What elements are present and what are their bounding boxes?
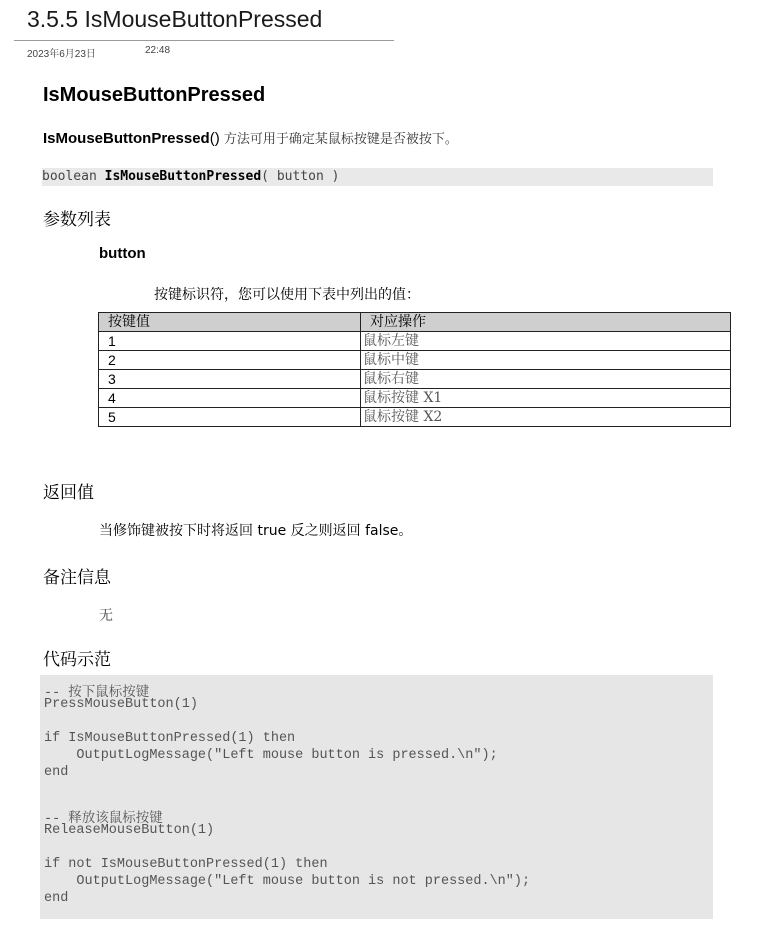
table-header-cell: 按键值: [99, 313, 361, 332]
code-line: if not IsMouseButtonPressed(1) then: [44, 857, 328, 872]
table-cell-value: 4: [99, 389, 361, 408]
title-divider: [14, 40, 394, 41]
function-intro: [43, 128, 458, 147]
code-line: if IsMouseButtonPressed(1) then: [44, 731, 296, 746]
table-cell-action: 鼠标按键 X2: [361, 408, 731, 427]
code-line: end: [44, 765, 69, 780]
section-heading-params: 参数列表: [43, 210, 111, 230]
function-heading: IsMouseButtonPressed: [43, 84, 266, 106]
table-cell-action: 鼠标中键: [361, 351, 731, 370]
table-cell-value: 5: [99, 408, 361, 427]
table-cell-value: 3: [99, 370, 361, 389]
table-cell-value: 1: [99, 332, 361, 351]
note-time: 22:48: [145, 45, 171, 56]
notes-description: 无: [99, 608, 113, 624]
code-line: PressMouseButton(1): [44, 697, 198, 712]
section-heading-example: 代码示范: [43, 650, 111, 670]
table-row: [99, 408, 731, 427]
table-cell-value: 2: [99, 351, 361, 370]
signature-function-name: IsMouseButtonPressed: [104, 169, 262, 184]
code-line: OutputLogMessage("Left mouse button is pressed.\n");: [44, 748, 498, 763]
intro-parens: (): [209, 130, 220, 147]
section-heading-returns: 返回值: [43, 483, 94, 503]
intro-function-name: IsMouseButtonPressed: [43, 130, 210, 147]
table-row: [99, 370, 731, 389]
intro-description: 方法可用于确定某鼠标按键是否被按下。: [219, 132, 458, 147]
param-description: 按键标识符，您可以使用下表中列出的值：: [154, 287, 420, 303]
param-name: button: [99, 245, 146, 262]
table-row: [99, 389, 731, 408]
code-example-block: [40, 675, 713, 919]
signature-arguments: ( button ): [261, 169, 340, 184]
section-heading-notes: 备注信息: [43, 568, 111, 588]
function-signature: [42, 168, 713, 186]
code-line: -- 释放该鼠标按键: [44, 812, 163, 827]
table-header-row: [99, 313, 731, 332]
note-date: 2023年6月23日: [27, 49, 96, 60]
table-header-cell: 对应操作: [361, 313, 731, 332]
table-cell-action: 鼠标右键: [361, 370, 731, 389]
table-row: [99, 351, 731, 370]
table-cell-action: 鼠标左键: [361, 332, 731, 351]
table-cell-action: 鼠标按键 X1: [361, 389, 731, 408]
code-line: end: [44, 891, 69, 906]
code-line: -- 按下鼠标按键: [44, 686, 150, 701]
button-value-table: [98, 312, 731, 427]
signature-return-type: boolean: [42, 169, 105, 184]
table-row: [99, 332, 731, 351]
return-description: 当修饰键被按下时将返回 true 反之则返回 false。: [99, 523, 413, 539]
page-title: 3.5.5 IsMouseButtonPressed: [27, 6, 323, 32]
code-line: OutputLogMessage("Left mouse button is not pressed.\n");: [44, 874, 531, 889]
code-line: ReleaseMouseButton(1): [44, 823, 215, 838]
